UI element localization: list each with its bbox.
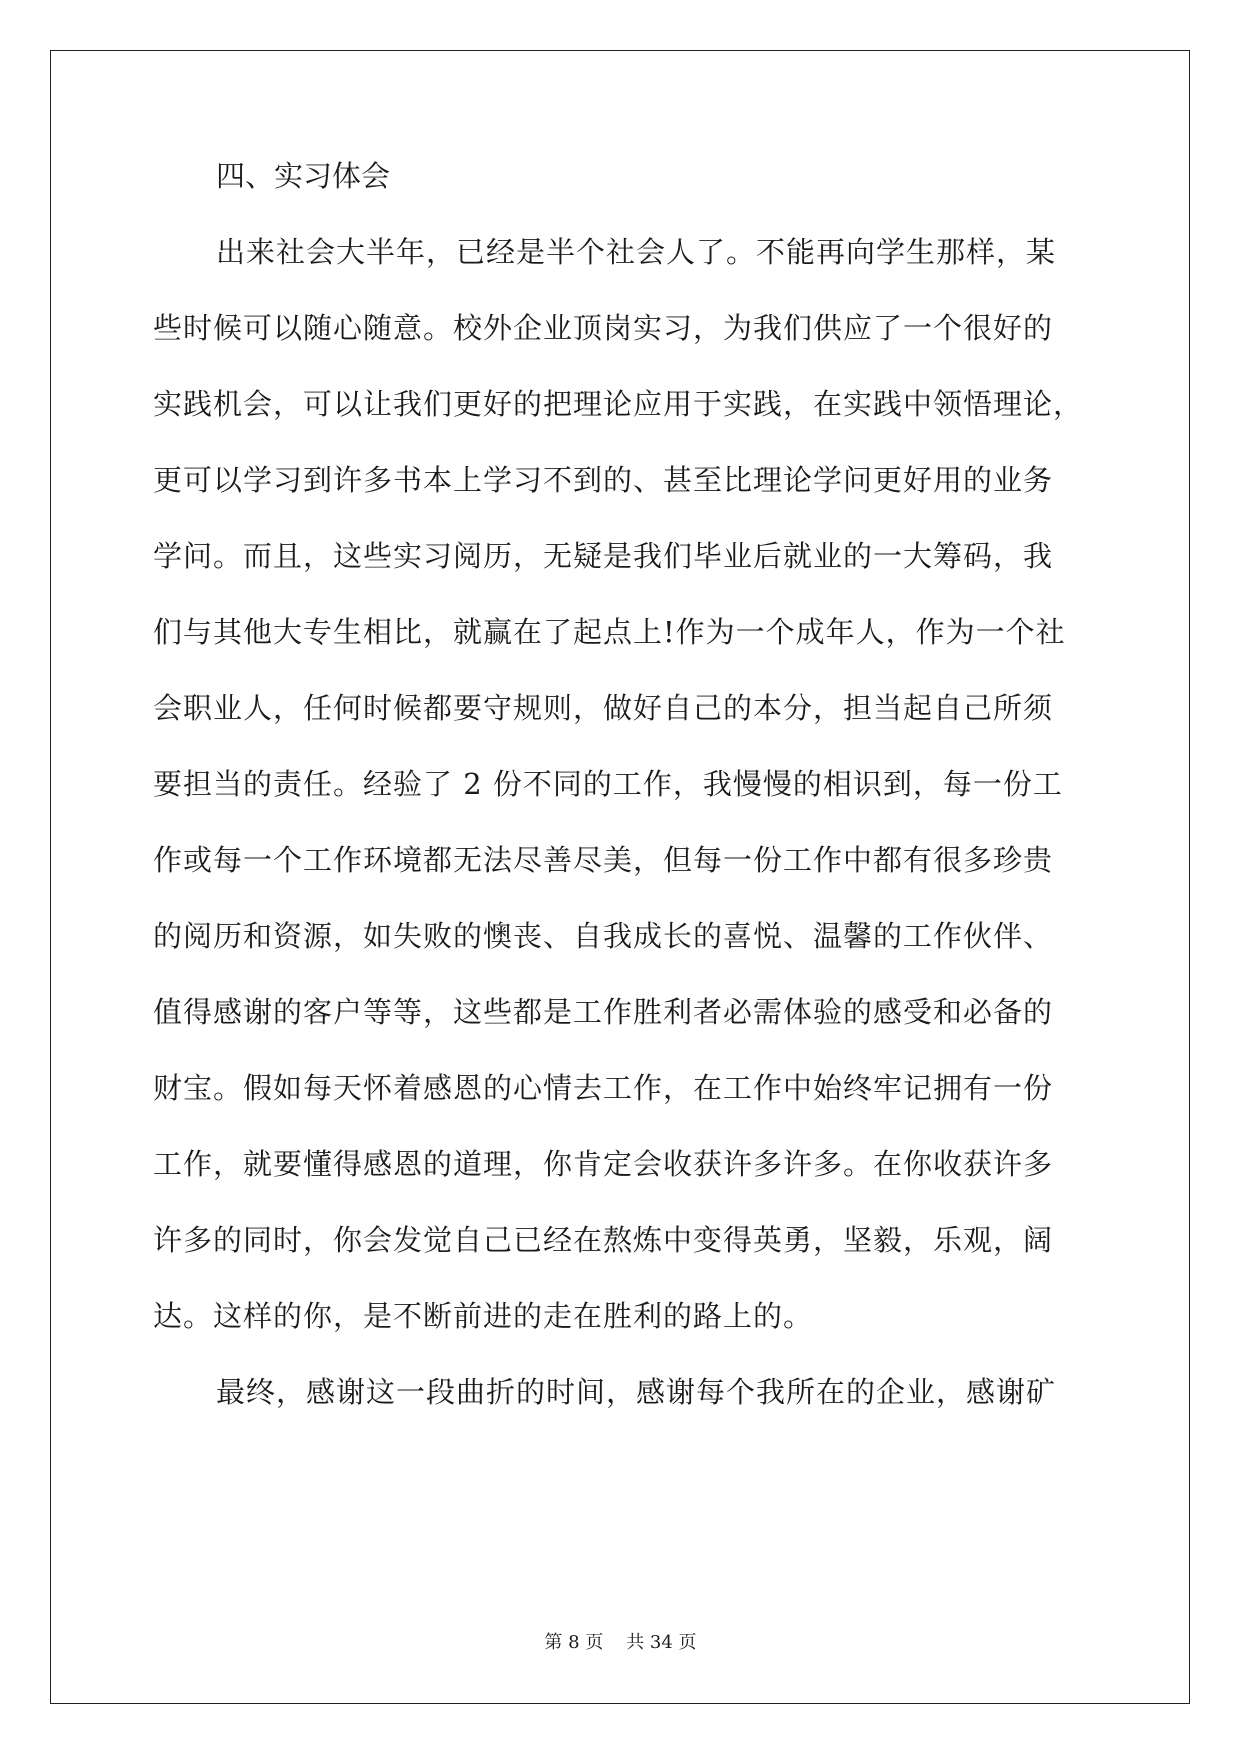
paragraph-line: 工作，就要懂得感恩的道理，你肯定会收获许多许多。在你收获许多	[153, 1147, 1054, 1181]
paragraph-line: 要担当的责任。经验了 2 份不同的工作，我慢慢的相识到，每一份工	[153, 767, 1063, 801]
section-heading: 四、实习体会	[216, 159, 391, 193]
paragraph-line: 许多的同时，你会发觉自己已经在熬炼中变得英勇，坚毅，乐观，阔	[153, 1223, 1054, 1257]
paragraph-line: 实践机会，可以让我们更好的把理论应用于实践，在实践中领悟理论，	[153, 387, 1084, 421]
paragraph-line: 的阅历和资源，如失败的懊丧、自我成长的喜悦、温馨的工作伙伴、	[153, 919, 1054, 953]
paragraph-line: 出来社会大半年，已经是半个社会人了。不能再向学生那样，某	[216, 235, 1057, 269]
paragraph-line: 最终，感谢这一段曲折的时间，感谢每个我所在的企业，感谢矿	[216, 1375, 1057, 1409]
paragraph-line: 更可以学习到许多书本上学习不到的、甚至比理论学问更好用的业务	[153, 463, 1054, 497]
paragraph-line: 作或每一个工作环境都无法尽善尽美，但每一份工作中都有很多珍贵	[153, 843, 1054, 877]
paragraph-line: 们与其他大专生相比，就赢在了起点上!作为一个成年人，作为一个社	[153, 615, 1066, 649]
paragraph-line: 学问。而且，这些实习阅历，无疑是我们毕业后就业的一大筹码，我	[153, 539, 1054, 573]
paragraph-line: 值得感谢的客户等等，这些都是工作胜利者必需体验的感受和必备的	[153, 995, 1054, 1029]
paragraph-line: 财宝。假如每天怀着感恩的心情去工作，在工作中始终牢记拥有一份	[153, 1071, 1054, 1105]
page-number-footer: 第 8 页 共 34 页	[544, 1632, 697, 1653]
paragraph-line: 达。这样的你，是不断前进的走在胜利的路上的。	[153, 1299, 814, 1333]
paragraph-line: 会职业人，任何时候都要守规则，做好自己的本分，担当起自己所须	[153, 691, 1054, 725]
document-body	[153, 160, 1093, 1452]
paragraph-line: 些时候可以随心随意。校外企业顶岗实习，为我们供应了一个很好的	[153, 311, 1054, 345]
